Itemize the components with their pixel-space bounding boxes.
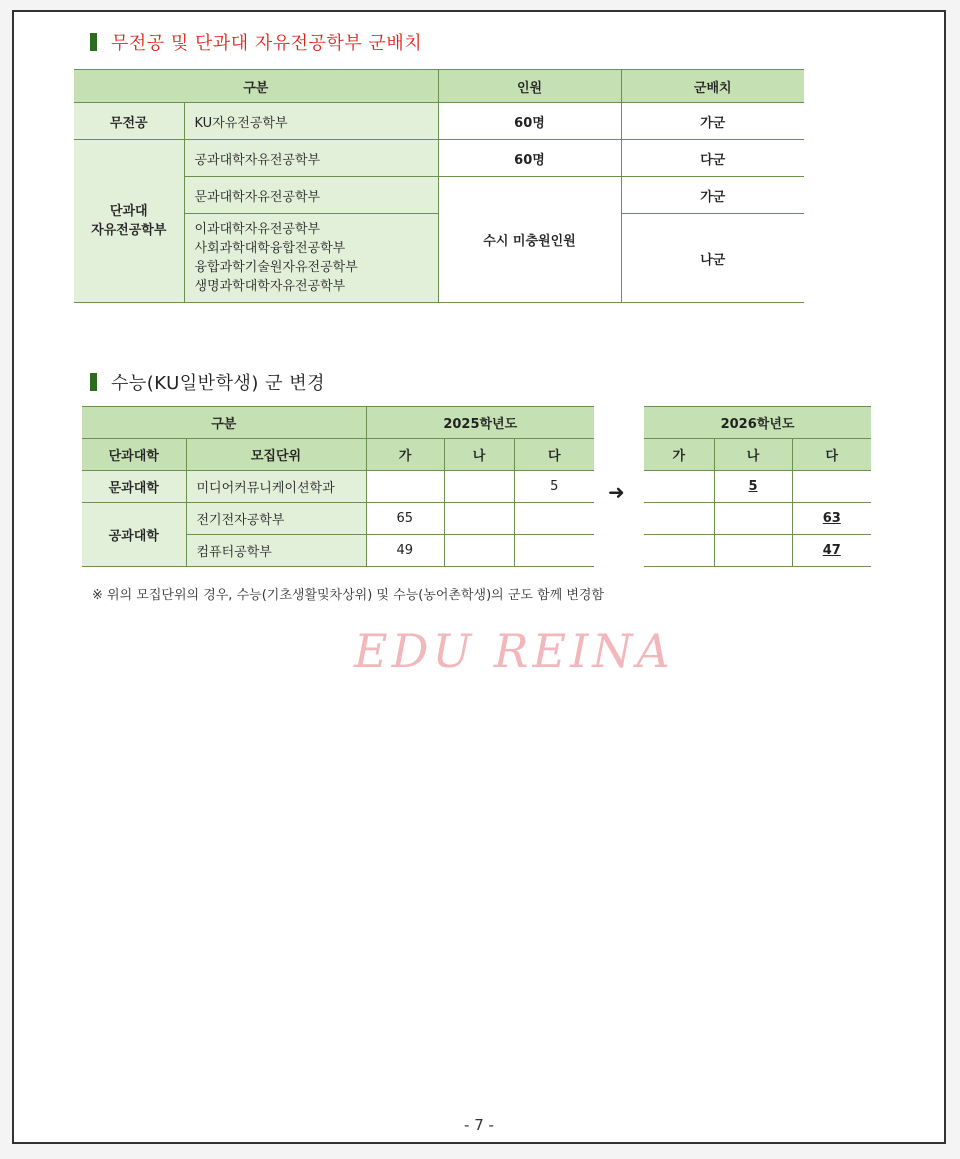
new-da-cell: 63 <box>792 503 871 535</box>
new-ga-cell <box>644 535 714 567</box>
gun-change-2025-table <box>82 406 594 567</box>
new-ga-cell <box>644 503 714 535</box>
na-cell <box>444 503 514 535</box>
new-na-cell <box>714 535 792 567</box>
college-cell: 공과대학 <box>82 503 186 567</box>
da-cell: 5 <box>514 471 594 503</box>
unit-cell: 미디어커뮤니케이션학과 <box>186 471 366 503</box>
section-marker-icon <box>90 33 97 51</box>
unit-cell: KU자유전공학부 <box>184 103 438 140</box>
section-marker-icon <box>90 373 97 391</box>
group-cell: 무전공 <box>74 103 184 140</box>
college-cell: 문과대학 <box>82 471 186 503</box>
section1-title <box>90 29 422 55</box>
unit-cell: 이과대학자유전공학부 사회과학대학융합전공학부 융합과학기술원자유전공학부 생명과학대학자유전공학부 <box>184 214 438 303</box>
ga-cell: 65 <box>366 503 444 535</box>
table-row <box>74 103 804 140</box>
count-cell: 60명 <box>438 140 621 177</box>
na-cell <box>444 471 514 503</box>
header-na: 나 <box>444 439 514 471</box>
document-page <box>12 10 946 1144</box>
table-row <box>644 503 871 535</box>
section1-title-text: 무전공 및 단과대 자유전공학부 군배치 <box>111 33 423 54</box>
da-cell <box>514 535 594 567</box>
new-na-cell: 5 <box>714 471 792 503</box>
unit-cell: 컴퓨터공학부 <box>186 535 366 567</box>
header-unit: 모집단위 <box>186 439 366 471</box>
table-header-row <box>82 407 594 439</box>
watermark: EDU REINA <box>354 624 674 678</box>
section2-title <box>90 369 325 395</box>
table-header-row <box>82 439 594 471</box>
ga-cell <box>366 471 444 503</box>
header-ga: 가 <box>366 439 444 471</box>
table-header-row <box>644 407 871 439</box>
footnote: ※ 위의 모집단위의 경우, 수능(기초생활및차상위) 및 수능(농어촌학생)의 군도 함께 변경함 <box>92 588 605 603</box>
page-number: - 7 - <box>464 1116 494 1134</box>
header-da: 다 <box>514 439 594 471</box>
gun-change-2026-table <box>644 406 871 567</box>
header-gubun: 구분 <box>82 407 366 439</box>
table-row <box>644 535 871 567</box>
header-count: 인원 <box>438 70 621 103</box>
table-row <box>74 140 804 177</box>
gun-cell: 가군 <box>621 103 804 140</box>
header-year-2026: 2026학년도 <box>644 407 871 439</box>
group-cell: 단과대 자유전공학부 <box>74 140 184 303</box>
table-row <box>644 471 871 503</box>
da-cell <box>514 503 594 535</box>
table-row <box>74 177 804 214</box>
header-ga: 가 <box>644 439 714 471</box>
gun-cell: 다군 <box>621 140 804 177</box>
table-header-row <box>644 439 871 471</box>
unit-cell: 전기전자공학부 <box>186 503 366 535</box>
new-da-cell <box>792 471 871 503</box>
header-na: 나 <box>714 439 792 471</box>
ga-cell: 49 <box>366 535 444 567</box>
unit-cell: 공과대학자유전공학부 <box>184 140 438 177</box>
header-gubun: 구분 <box>74 70 438 103</box>
gun-cell: 나군 <box>621 214 804 303</box>
na-cell <box>444 535 514 567</box>
table-row <box>82 471 594 503</box>
table-header-row <box>74 70 804 103</box>
header-gun: 군배치 <box>621 70 804 103</box>
table-row <box>82 503 594 535</box>
count-cell: 수시 미충원인원 <box>438 177 621 303</box>
header-year-2025: 2025학년도 <box>366 407 594 439</box>
new-ga-cell <box>644 471 714 503</box>
header-college: 단과대학 <box>82 439 186 471</box>
gun-cell: 가군 <box>621 177 804 214</box>
count-cell: 60명 <box>438 103 621 140</box>
new-na-cell <box>714 503 792 535</box>
arrow-right-icon: ➜ <box>608 480 625 504</box>
unit-cell: 문과대학자유전공학부 <box>184 177 438 214</box>
new-da-cell: 47 <box>792 535 871 567</box>
section2-title-text: 수능(KU일반학생) 군 변경 <box>111 373 325 394</box>
header-da: 다 <box>792 439 871 471</box>
group-placement-table <box>74 69 804 303</box>
